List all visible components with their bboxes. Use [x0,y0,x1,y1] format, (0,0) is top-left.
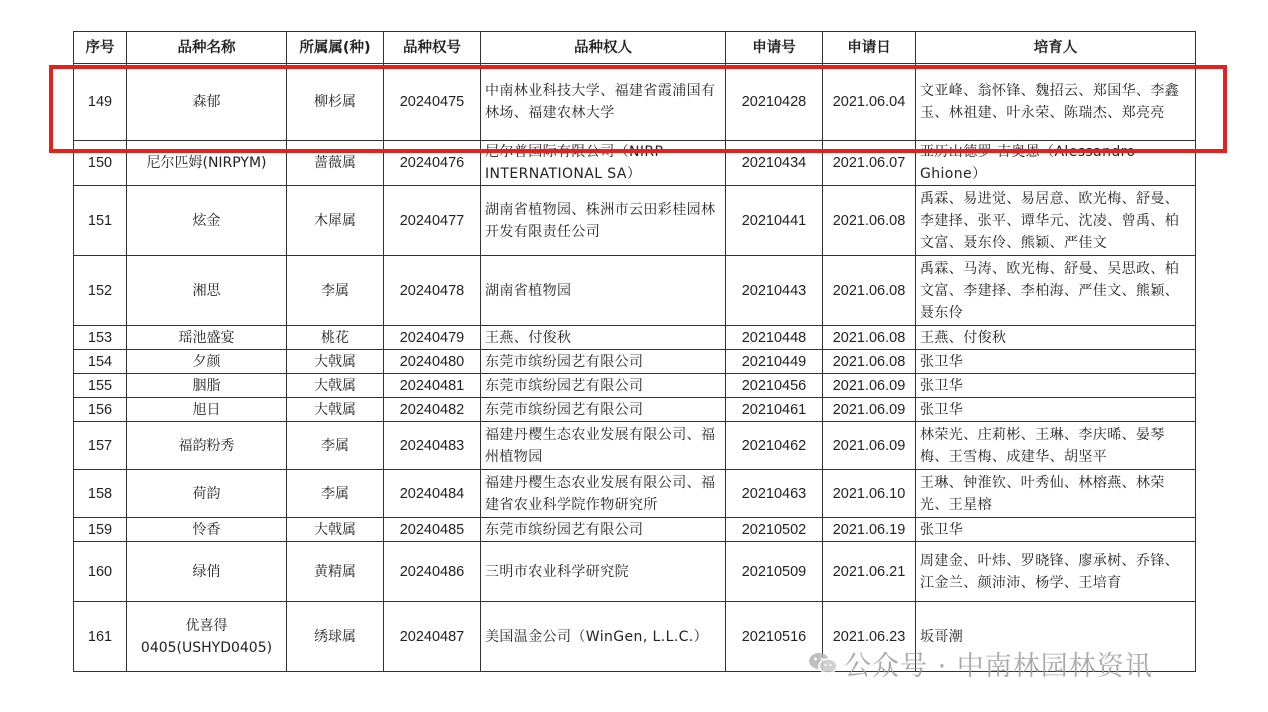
cell-right-no: 20240481 [384,374,481,398]
cell-row-no: 152 [74,256,127,326]
cell-application-no: 20210461 [726,398,823,422]
cell-row-no: 151 [74,186,127,256]
cell-genus: 蔷薇属 [287,141,384,186]
table-row [74,542,1196,602]
cell-right-no: 20240477 [384,186,481,256]
cell-application-no: 20210456 [726,374,823,398]
cell-application-no: 20210462 [726,422,823,470]
cell-breeder: 张卫华 [916,350,1196,374]
cell-breeder: 周建金、叶炜、罗晓锋、廖承树、乔锋、江金兰、颜沛沛、杨学、王培育 [916,542,1196,602]
cell-genus: 黄精属 [287,542,384,602]
cell-right-no: 20240475 [384,64,481,141]
header-variety-name: 品种名称 [127,32,287,64]
cell-breeder: 禹霖、易进觉、易居意、欧光梅、舒曼、李建择、张平、谭华元、沈凌、曾禹、柏文富、聂东伶、熊颖、严佳文 [916,186,1196,256]
cell-breeder: 坂哥潮 [916,602,1196,672]
table-row [74,256,1196,326]
cell-row-no: 157 [74,422,127,470]
cell-right-no: 20240482 [384,398,481,422]
cell-application-date: 2021.06.08 [823,326,916,350]
cell-application-date: 2021.06.09 [823,398,916,422]
cell-variety-name: 夕颜 [127,350,287,374]
cell-owner: 福建丹樱生态农业发展有限公司、福建省农业科学院作物研究所 [481,470,726,518]
cell-genus: 大戟属 [287,350,384,374]
table-row [74,141,1196,186]
header-row [74,32,1196,64]
cell-right-no: 20240479 [384,326,481,350]
cell-genus: 大戟属 [287,398,384,422]
cell-breeder: 林荣光、庄莉彬、王琳、李庆晞、晏琴梅、王雪梅、成建华、胡坚平 [916,422,1196,470]
cell-application-no: 20210502 [726,518,823,542]
watermark-text: 公众号 · 中南林园林资讯 [844,650,1153,682]
cell-variety-name: 森郁 [127,64,287,141]
cell-variety-name: 湘思 [127,256,287,326]
cell-breeder: 张卫华 [916,374,1196,398]
cell-row-no: 150 [74,141,127,186]
cell-application-no: 20210434 [726,141,823,186]
cell-variety-name: 优喜得0405(USHYD0405) [127,602,287,672]
header-no: 序号 [74,32,127,64]
table-row [74,470,1196,518]
cell-right-no: 20240486 [384,542,481,602]
table-row [74,374,1196,398]
cell-row-no: 149 [74,64,127,141]
cell-breeder: 王琳、钟淮钦、叶秀仙、林榕燕、林荣光、王星榕 [916,470,1196,518]
header-breeder: 培育人 [916,32,1196,64]
cell-variety-name: 旭日 [127,398,287,422]
cell-row-no: 158 [74,470,127,518]
cell-genus: 李属 [287,470,384,518]
table-row [74,186,1196,256]
cell-application-date: 2021.06.08 [823,186,916,256]
cell-right-no: 20240483 [384,422,481,470]
cell-variety-name: 炫金 [127,186,287,256]
cell-owner: 东莞市缤纷园艺有限公司 [481,350,726,374]
cell-right-no: 20240487 [384,602,481,672]
cell-right-no: 20240485 [384,518,481,542]
cell-variety-name: 绿俏 [127,542,287,602]
cell-owner: 东莞市缤纷园艺有限公司 [481,398,726,422]
cell-application-date: 2021.06.08 [823,350,916,374]
cell-application-no: 20210441 [726,186,823,256]
cell-genus: 李属 [287,422,384,470]
cell-genus: 桃花 [287,326,384,350]
cell-right-no: 20240484 [384,470,481,518]
cell-owner: 尼尔普国际有限公司（NIRP INTERNATIONAL SA） [481,141,726,186]
cell-application-no: 20210443 [726,256,823,326]
wechat-icon [808,651,838,675]
cell-application-date: 2021.06.09 [823,422,916,470]
cell-variety-name: 瑶池盛宴 [127,326,287,350]
cell-right-no: 20240480 [384,350,481,374]
cell-row-no: 155 [74,374,127,398]
cell-owner: 王燕、付俊秋 [481,326,726,350]
cell-genus: 绣球属 [287,602,384,672]
header-application-no: 申请号 [726,32,823,64]
cell-owner: 美国温金公司（WinGen, L.L.C.） [481,602,726,672]
cell-breeder: 张卫华 [916,518,1196,542]
cell-variety-name: 怜香 [127,518,287,542]
cell-owner: 湖南省植物园、株洲市云田彩桂园林开发有限责任公司 [481,186,726,256]
watermark [808,643,1153,683]
cell-genus: 李属 [287,256,384,326]
header-application-date: 申请日 [823,32,916,64]
cell-application-date: 2021.06.21 [823,542,916,602]
cell-breeder: 王燕、付俊秋 [916,326,1196,350]
header-genus: 所属属(种) [287,32,384,64]
cell-owner: 三明市农业科学研究院 [481,542,726,602]
cell-application-date: 2021.06.07 [823,141,916,186]
cell-application-date: 2021.06.04 [823,64,916,141]
cell-owner: 福建丹樱生态农业发展有限公司、福州植物园 [481,422,726,470]
table-row [74,326,1196,350]
cell-breeder: 禹霖、马涛、欧光梅、舒曼、吴思政、柏文富、李建择、李柏海、严佳文、熊颖、聂东伶 [916,256,1196,326]
cell-breeder: 文亚峰、翁怀锋、魏招云、郑国华、李鑫玉、林祖建、叶永荣、陈瑞杰、郑亮亮 [916,64,1196,141]
cell-row-no: 160 [74,542,127,602]
cell-application-no: 20210463 [726,470,823,518]
table-row [74,398,1196,422]
cell-application-date: 2021.06.09 [823,374,916,398]
table-body [74,64,1196,672]
cell-genus: 大戟属 [287,374,384,398]
variety-rights-table [73,31,1196,672]
cell-row-no: 153 [74,326,127,350]
cell-row-no: 161 [74,602,127,672]
cell-right-no: 20240478 [384,256,481,326]
cell-breeder: 张卫华 [916,398,1196,422]
cell-application-no: 20210448 [726,326,823,350]
cell-application-date: 2021.06.19 [823,518,916,542]
cell-genus: 木犀属 [287,186,384,256]
cell-row-no: 154 [74,350,127,374]
cell-application-date: 2021.06.23 [823,602,916,672]
cell-owner: 湖南省植物园 [481,256,726,326]
cell-row-no: 159 [74,518,127,542]
cell-application-date: 2021.06.08 [823,256,916,326]
table-row [74,64,1196,141]
header-right-no: 品种权号 [384,32,481,64]
cell-application-no: 20210509 [726,542,823,602]
table-row [74,350,1196,374]
cell-genus: 柳杉属 [287,64,384,141]
header-owner: 品种权人 [481,32,726,64]
table-row [74,422,1196,470]
cell-application-date: 2021.06.10 [823,470,916,518]
cell-owner: 东莞市缤纷园艺有限公司 [481,374,726,398]
cell-owner: 中南林业科技大学、福建省霞浦国有林场、福建农林大学 [481,64,726,141]
cell-breeder: 亚历山德罗·吉奥恩（Alessandro Ghione） [916,141,1196,186]
cell-genus: 大戟属 [287,518,384,542]
cell-row-no: 156 [74,398,127,422]
cell-application-no: 20210428 [726,64,823,141]
cell-application-no: 20210449 [726,350,823,374]
cell-owner: 东莞市缤纷园艺有限公司 [481,518,726,542]
cell-variety-name: 尼尔匹姆(NIRPYM) [127,141,287,186]
cell-variety-name: 荷韵 [127,470,287,518]
cell-right-no: 20240476 [384,141,481,186]
cell-variety-name: 福韵粉秀 [127,422,287,470]
table-row [74,518,1196,542]
cell-variety-name: 胭脂 [127,374,287,398]
cell-application-no: 20210516 [726,602,823,672]
